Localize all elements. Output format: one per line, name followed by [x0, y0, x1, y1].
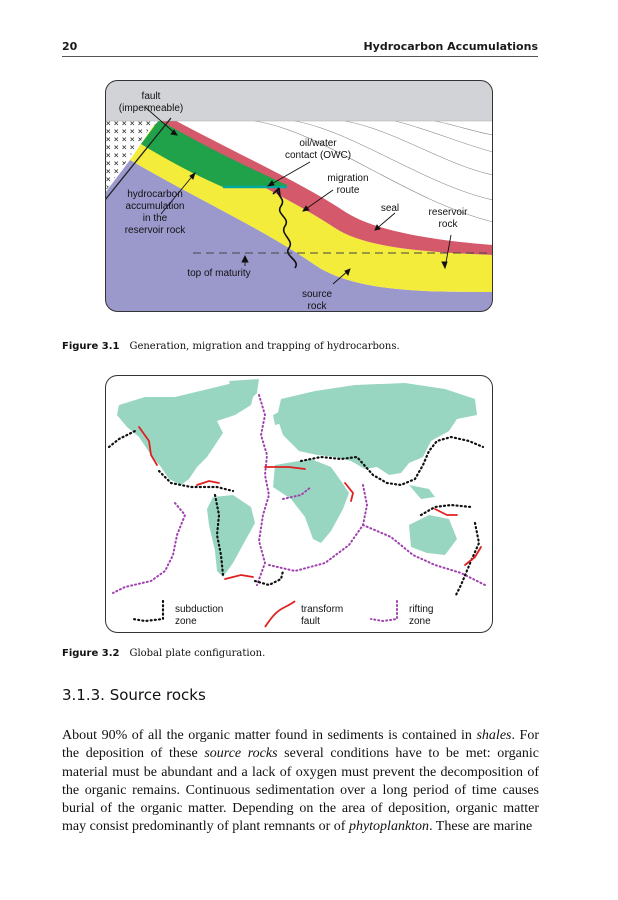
- label-fault-impermeable: (impermeable): [118, 103, 184, 114]
- label-top-of-maturity: top of maturity: [187, 268, 251, 279]
- caption-label: Figure 3.2: [62, 648, 120, 659]
- legend-subduction-label-2: zone: [175, 616, 197, 627]
- term-shales: shales: [476, 728, 512, 743]
- legend-rifting-label: rifting: [409, 604, 434, 615]
- text-run: About 90% of all the organic matter found in sediments is contained in: [62, 728, 477, 743]
- legend-transform-label: transform: [301, 604, 344, 615]
- text-run: . For the deposition of these: [62, 728, 539, 762]
- label-source-rock-2: rock: [307, 301, 327, 312]
- label-reservoir-2: rock: [438, 219, 458, 230]
- page-number: 20: [62, 40, 78, 53]
- figure-3-1-caption: [62, 341, 400, 352]
- label-source-rock: source: [301, 289, 333, 300]
- label-migration-2: route: [336, 185, 360, 196]
- caption-text: Generation, migration and trapping of hydrocarbons.: [129, 341, 400, 352]
- figure-3-2-caption: [62, 648, 265, 659]
- label-fault: fault: [141, 91, 161, 102]
- label-reservoir: reservoir: [428, 207, 468, 218]
- legend-transform-label-2: fault: [301, 616, 320, 627]
- label-accumulation-3: in the: [142, 213, 168, 224]
- label-seal: seal: [380, 203, 400, 214]
- legend-subduction-label: subduction: [175, 604, 224, 615]
- figure-hydrocarbon-trap: [105, 80, 493, 312]
- label-accumulation-4: reservoir rock: [124, 225, 186, 236]
- legend-rifting-label-2: zone: [409, 616, 431, 627]
- running-header: [62, 38, 538, 57]
- term-phytoplankton: phytoplankton: [348, 819, 430, 835]
- caption-label: Figure 3.1: [62, 341, 120, 352]
- section-heading: 3.1.3. Source rocks: [62, 686, 206, 704]
- label-accumulation-2: accumulation: [125, 201, 185, 212]
- running-title: Hydrocarbon Accumulations: [363, 40, 538, 53]
- text-run: several conditions have to be met: organic material must be abundant and a lack of oxygen must prevent the decomposition of the organic remains. Continuous sedimentation over a long period of time causes burial of the organic matter. Depending on the area of deposition, organic matter may consist predominantly of plant remnants or of: [62, 746, 539, 835]
- cap-zone: [105, 80, 493, 121]
- text-run: . These are marine: [429, 819, 533, 835]
- caption-text: Global plate configuration.: [129, 648, 266, 659]
- term-source-rocks: source rocks: [204, 746, 278, 762]
- label-accumulation: hydrocarbon: [127, 189, 183, 200]
- label-owc-2: contact (OWC): [284, 150, 352, 161]
- label-owc: oil/water: [299, 138, 337, 149]
- body-paragraph: [62, 727, 539, 837]
- figure-plate-map: [105, 375, 493, 633]
- label-migration: migration: [327, 173, 369, 184]
